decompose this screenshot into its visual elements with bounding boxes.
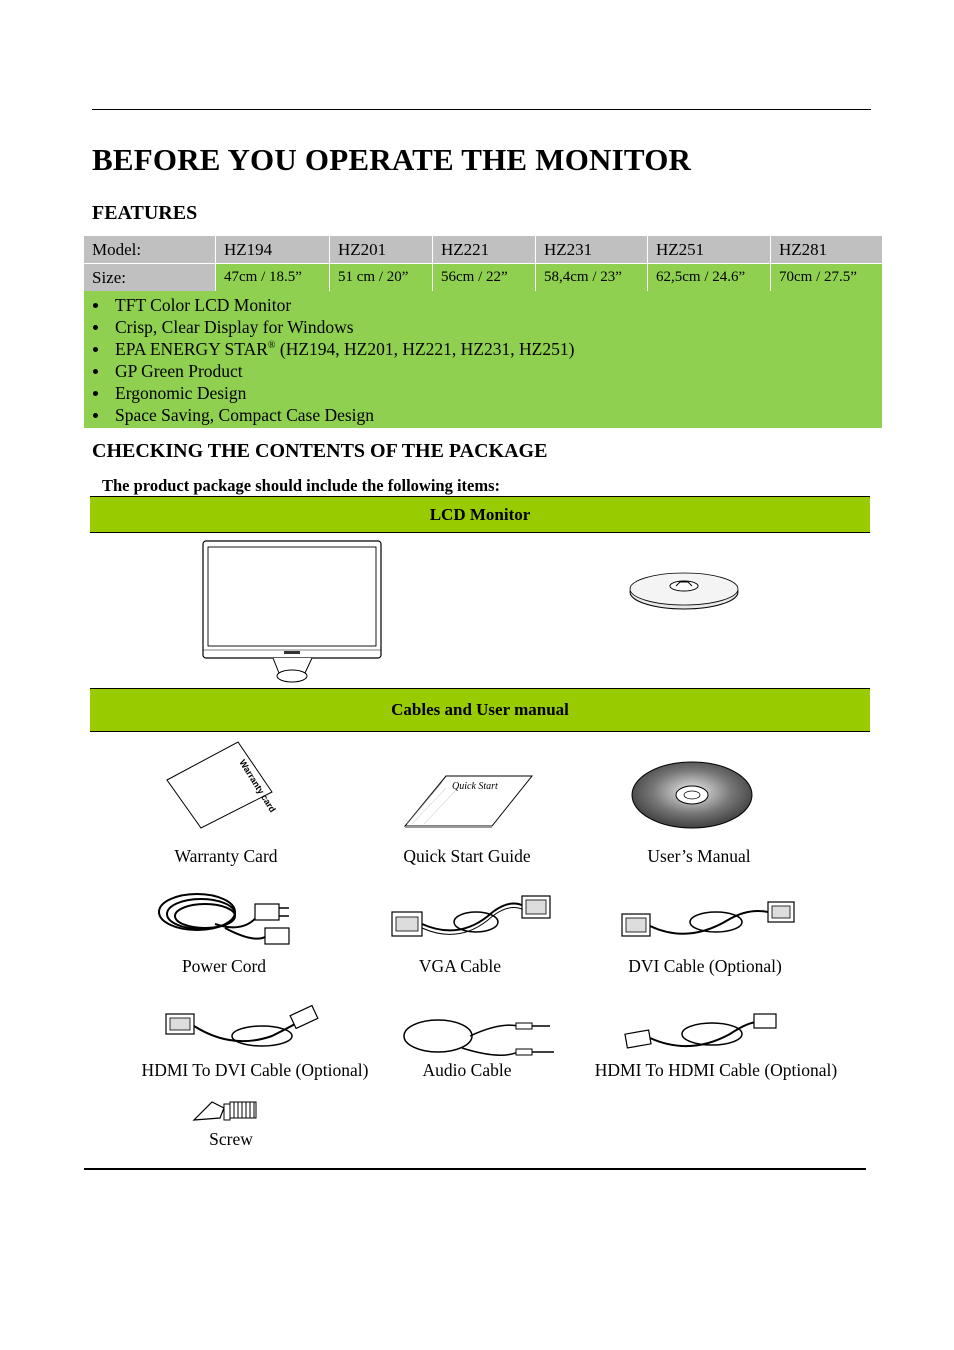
model-cell: HZ194 [216, 236, 330, 263]
hdmi-to-hdmi-icon [620, 1008, 780, 1060]
feature-item [84, 360, 574, 382]
package-intro: The product package should include the following items: [102, 476, 501, 495]
warranty-card-label: Warranty Card [174, 846, 278, 866]
size-cell: 47cm / 18.5” [216, 264, 330, 291]
model-row [84, 236, 882, 263]
feature-item [84, 338, 574, 360]
energy-star-models: (HZ194, HZ201, HZ221, HZ231, HZ251) [275, 339, 575, 359]
model-cell: HZ221 [433, 236, 536, 263]
monitor-illustration [195, 538, 390, 686]
screw-icon [190, 1094, 264, 1128]
feature-text: Ergonomic Design [115, 383, 247, 403]
users-manual-label: User’s Manual [647, 846, 751, 866]
features-table [84, 236, 882, 291]
feature-text: EPA ENERGY STAR [115, 339, 268, 359]
size-cell: 58,4cm / 23” [536, 264, 648, 291]
size-cell: 62,5cm / 24.6” [648, 264, 771, 291]
size-label: Size: [84, 264, 216, 291]
dvi-cable-icon [618, 898, 798, 948]
hdmi-to-dvi-icon [162, 1006, 322, 1056]
bullet-icon [93, 391, 98, 396]
power-cord-icon [155, 884, 295, 950]
model-cell: HZ231 [536, 236, 648, 263]
dvi-cable-label: DVI Cable (Optional) [628, 956, 782, 976]
cd-icon [630, 760, 754, 830]
quick-start-icon [402, 772, 534, 830]
features-heading: FEATURES [92, 202, 198, 224]
stand-base-illustration [628, 570, 740, 616]
feature-item [84, 316, 574, 338]
feature-item [84, 404, 574, 426]
audio-cable-icon [400, 1016, 560, 1060]
guide-print-text: Quick Start [452, 781, 498, 792]
bullet-icon [93, 369, 98, 374]
size-cell: 51 cm / 20” [330, 264, 433, 291]
bottom-rule [84, 1168, 866, 1170]
top-rule [92, 109, 871, 110]
feature-text: Crisp, Clear Display for Windows [115, 317, 354, 337]
quick-start-label: Quick Start Guide [403, 846, 531, 866]
features-list-box [84, 291, 882, 428]
cables-band: Cables and User manual [90, 688, 870, 732]
registered-mark: ® [267, 340, 276, 351]
feature-text: Space Saving, Compact Case Design [115, 405, 375, 425]
model-cell: HZ281 [771, 236, 882, 263]
hdmi-to-hdmi-label: HDMI To HDMI Cable (Optional) [594, 1060, 838, 1080]
lcd-monitor-band: LCD Monitor [90, 496, 870, 533]
model-cell: HZ201 [330, 236, 433, 263]
page-title: BEFORE YOU OPERATE THE MONITOR [92, 142, 692, 177]
package-heading: CHECKING THE CONTENTS OF THE PACKAGE [92, 440, 548, 462]
size-cell: 70cm / 27.5” [771, 264, 882, 291]
feature-text: TFT Color LCD Monitor [115, 295, 292, 315]
vga-cable-icon [388, 892, 554, 946]
bullet-icon [93, 325, 98, 330]
bullet-icon [93, 413, 98, 418]
hdmi-to-dvi-label: HDMI To DVI Cable (Optional) [141, 1060, 369, 1080]
model-cell: HZ251 [648, 236, 771, 263]
features-list [84, 294, 574, 426]
audio-cable-label: Audio Cable [422, 1060, 512, 1080]
bullet-icon [93, 347, 98, 352]
model-label: Model: [84, 236, 216, 263]
power-cord-label: Power Cord [181, 956, 267, 976]
warranty-card-icon [165, 740, 278, 830]
card-print-text: Warranty card [237, 757, 278, 815]
feature-item [84, 294, 574, 316]
bullet-icon [93, 303, 98, 308]
size-row [84, 263, 882, 291]
feature-text: GP Green Product [115, 361, 243, 381]
screw-label: Screw [209, 1129, 253, 1149]
feature-item [84, 382, 574, 404]
size-cell: 56cm / 22” [433, 264, 536, 291]
vga-cable-label: VGA Cable [418, 956, 502, 976]
